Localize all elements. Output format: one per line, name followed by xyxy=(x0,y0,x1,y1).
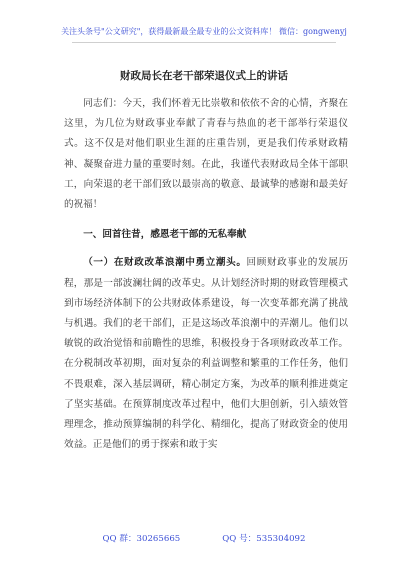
footer-qq-group: QQ 群：30265665 xyxy=(102,534,181,544)
footer-contact-note xyxy=(0,532,408,544)
opening-paragraph: 同志们：今天，我们怀着无比崇敬和依依不舍的心情，齐聚在这里，为几位为财政事业奉献了青春与热血的老干部举行荣退仪式。这不仅是对他们职业生涯的庄重告别，更是我们传承财政精神、凝聚奋进力量的重要时刻。在此，我谨代表财政局全体干部职工，向荣退的老干部们致以最崇高的敬意、最诚挚的感谢和最美好的祝福！ xyxy=(64,98,348,211)
header-divider xyxy=(72,42,336,43)
section-heading: 一、回首往昔，感恩老干部的无私奉献 xyxy=(83,229,247,241)
subsection-heading: （一）在财政改革浪潮中勇立潮头。 xyxy=(83,257,247,269)
header-promo-note: 关注头条号"公文研究"，获得最新最全最专业的公文资料库！ 微信：gongwenyj xyxy=(61,27,347,36)
subsection-text: 回顾财政事业的发展历程，那是一部波澜壮阔的改革史。从计划经济时期的财政管理模式到市场经济体制下的公共财政体系建设，每一次变革都充满了挑战与机遇。我们的老干部们，正是这场改革浪潮中的弄潮儿。他们以敏锐的政治觉悟和前瞻性的思维，积极投身于各项财政改革工作。在分税制改革初期，面对复杂的利益调整和繁重的工作任务，他们不畏艰难，深入基层调研，精心制定方案，为改革的顺利推进奠定了坚实基础。在预算制度改革过程中，他们大胆创新，引入绩效管理理念，推动预算编制的科学化、精细化，提高了财政资金的使用效益。正是他们的勇于探索和敢于实 xyxy=(64,257,349,451)
document-body xyxy=(64,94,348,455)
subsection-paragraph xyxy=(64,253,348,455)
document-title: 财政局长在老干部荣退仪式上的讲话 xyxy=(120,70,288,82)
footer-qq-number: QQ 号：535304092 xyxy=(222,534,306,544)
